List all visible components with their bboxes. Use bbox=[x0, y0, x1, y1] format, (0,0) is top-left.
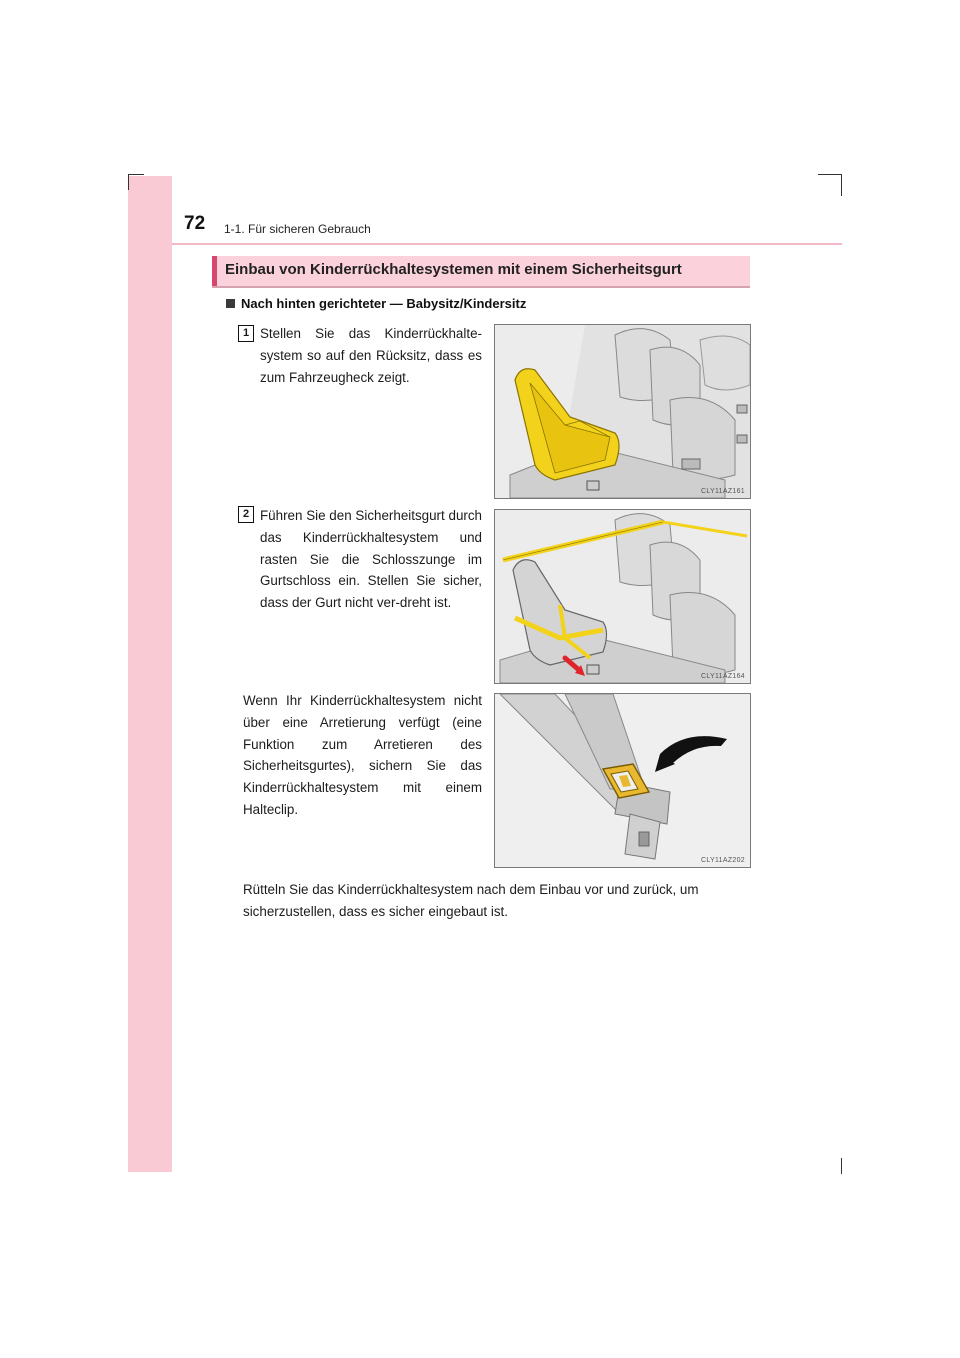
closing-text: Rütteln Sie das Kinderrückhaltesystem nach dem Einbau vor und zurück, um sicherzustellen, dass es sicher eingebaut ist. bbox=[243, 882, 699, 919]
section-title: Einbau von Kinderrückhaltesystemen mit einem Sicherheitsgurt bbox=[225, 261, 682, 278]
step-2-text: Führen Sie den Sicherheitsgurt durch das Kinderrückhaltesystem und rasten Sie die Schlosszunge im Gurtschloss ein. Stellen Sie sicher, dass der Gurt nicht ver-dreht ist. bbox=[260, 508, 482, 611]
step-1-text: Stellen Sie das Kinderrückhalte-system so auf den Rücksitz, dass es zum Fahrzeugheck zeigt. bbox=[260, 326, 482, 385]
subsection-heading bbox=[226, 296, 526, 311]
chapter-title: 1-1. Für sicheren Gebrauch bbox=[224, 222, 371, 236]
figure-code: CLY11AZ202 bbox=[701, 857, 745, 864]
section-accent bbox=[212, 256, 217, 286]
crop-mark bbox=[841, 1158, 842, 1174]
square-bullet-icon bbox=[226, 299, 235, 308]
step-number-2: 2 bbox=[238, 506, 254, 523]
locking-clip-illustration bbox=[495, 694, 750, 867]
figure-rear-facing-seat bbox=[494, 324, 751, 499]
crop-mark bbox=[818, 174, 842, 175]
page-sidebar bbox=[128, 176, 172, 1172]
header-rule bbox=[172, 243, 842, 245]
figure-belt-routing bbox=[494, 509, 751, 684]
note-text: Wenn Ihr Kinderrückhaltesystem nicht über eine Arretierung verfügt (eine Funktion zum Arretieren des Sicherheitsgurtes), sichern Sie das Kinderrückhaltesystem mit einem Halteclip. bbox=[243, 693, 482, 817]
subsection-title: Nach hinten gerichteter — Babysitz/Kindersitz bbox=[241, 296, 527, 311]
step-number-1: 1 bbox=[238, 325, 254, 342]
crop-mark bbox=[841, 174, 842, 196]
figure-code: CLY11AZ164 bbox=[701, 673, 745, 680]
crop-mark bbox=[128, 174, 144, 175]
figure-locking-clip bbox=[494, 693, 751, 868]
figure-code: CLY11AZ161 bbox=[701, 488, 745, 495]
car-seat-illustration bbox=[495, 325, 750, 498]
page-number: 72 bbox=[184, 213, 206, 234]
crop-mark bbox=[128, 174, 129, 190]
section-header bbox=[212, 256, 750, 288]
belt-routing-illustration bbox=[495, 510, 750, 683]
